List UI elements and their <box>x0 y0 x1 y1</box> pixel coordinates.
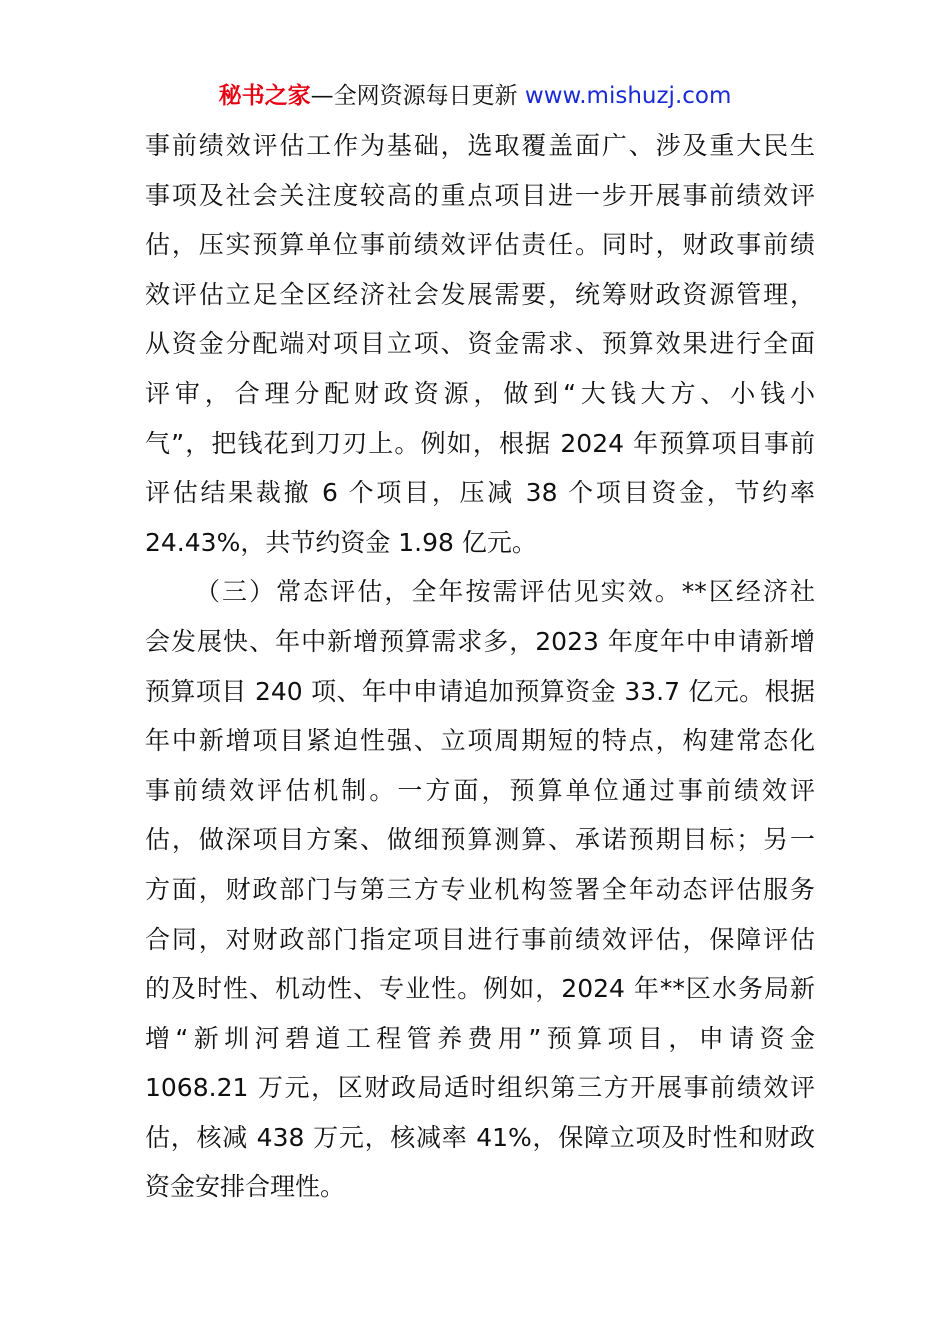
text-line: 评估结果裁撤 6 个项目，压减 38 个项目资金，节约率 <box>145 478 815 508</box>
text-line: 事项及社会关注度较高的重点项目进一步开展事前绩效评 <box>145 180 815 210</box>
document-body <box>145 121 815 1212</box>
text-line: 合同，对财政部门指定项目进行事前绩效评估，保障评估 <box>145 924 815 954</box>
text-line: 效评估立足全区经济社会发展需要，统筹财政资源管理， <box>145 279 815 309</box>
text-line: 气”，把钱花到刀刃上。例如，根据 2024 年预算项目事前 <box>145 428 815 458</box>
site-tagline: —全网资源每日更新 <box>310 83 518 109</box>
text-line: 估，核减 438 万元，核减率 41%，保障立项及时性和财政 <box>145 1122 815 1152</box>
text-line: 年中新增项目紧迫性强、立项周期短的特点，构建常态化 <box>145 726 815 756</box>
text-line: 1068.21 万元，区财政局适时组织第三方开展事前绩效评 <box>145 1073 815 1103</box>
text-line: 的及时性、机动性、专业性。例如，2024 年**区水务局新 <box>145 974 815 1004</box>
text-line: 方面，财政部门与第三方专业机构签署全年动态评估服务 <box>145 874 815 904</box>
site-url[interactable]: www.mishuzj.com <box>517 83 732 109</box>
text-line: 从资金分配端对项目立项、资金需求、预算效果进行全面 <box>145 329 815 359</box>
text-line: 事前绩效评估机制。一方面，预算单位通过事前绩效评 <box>145 775 815 805</box>
text-line: 会发展快、年中新增预算需求多，2023 年度年中申请新增 <box>145 626 815 656</box>
paragraph-end-line: 资金安排合理性。 <box>145 1172 346 1202</box>
section-heading-line: （三）常态评估，全年按需评估见实效。**区经济社 <box>195 577 815 607</box>
text-line: 评审，合理分配财政资源，做到“大钱大方、小钱小 <box>145 378 815 408</box>
text-line: 增“新圳河碧道工程管养费用”预算项目，申请资金 <box>145 1023 815 1053</box>
text-line: 估，压实预算单位事前绩效评估责任。同时，财政事前绩 <box>145 230 815 260</box>
brand-name: 秘书之家 <box>218 83 311 109</box>
text-line: 事前绩效评估工作为基础，选取覆盖面广、涉及重大民生 <box>145 131 815 160</box>
text-line: 预算项目 240 项、年中申请追加预算资金 33.7 亿元。根据 <box>145 676 815 706</box>
text-line: 估，做深项目方案、做细预算测算、承诺预期目标；另一 <box>145 825 815 855</box>
site-header <box>0 80 950 112</box>
paragraph-end-line: 24.43%，共节约资金 1.98 亿元。 <box>145 527 537 557</box>
